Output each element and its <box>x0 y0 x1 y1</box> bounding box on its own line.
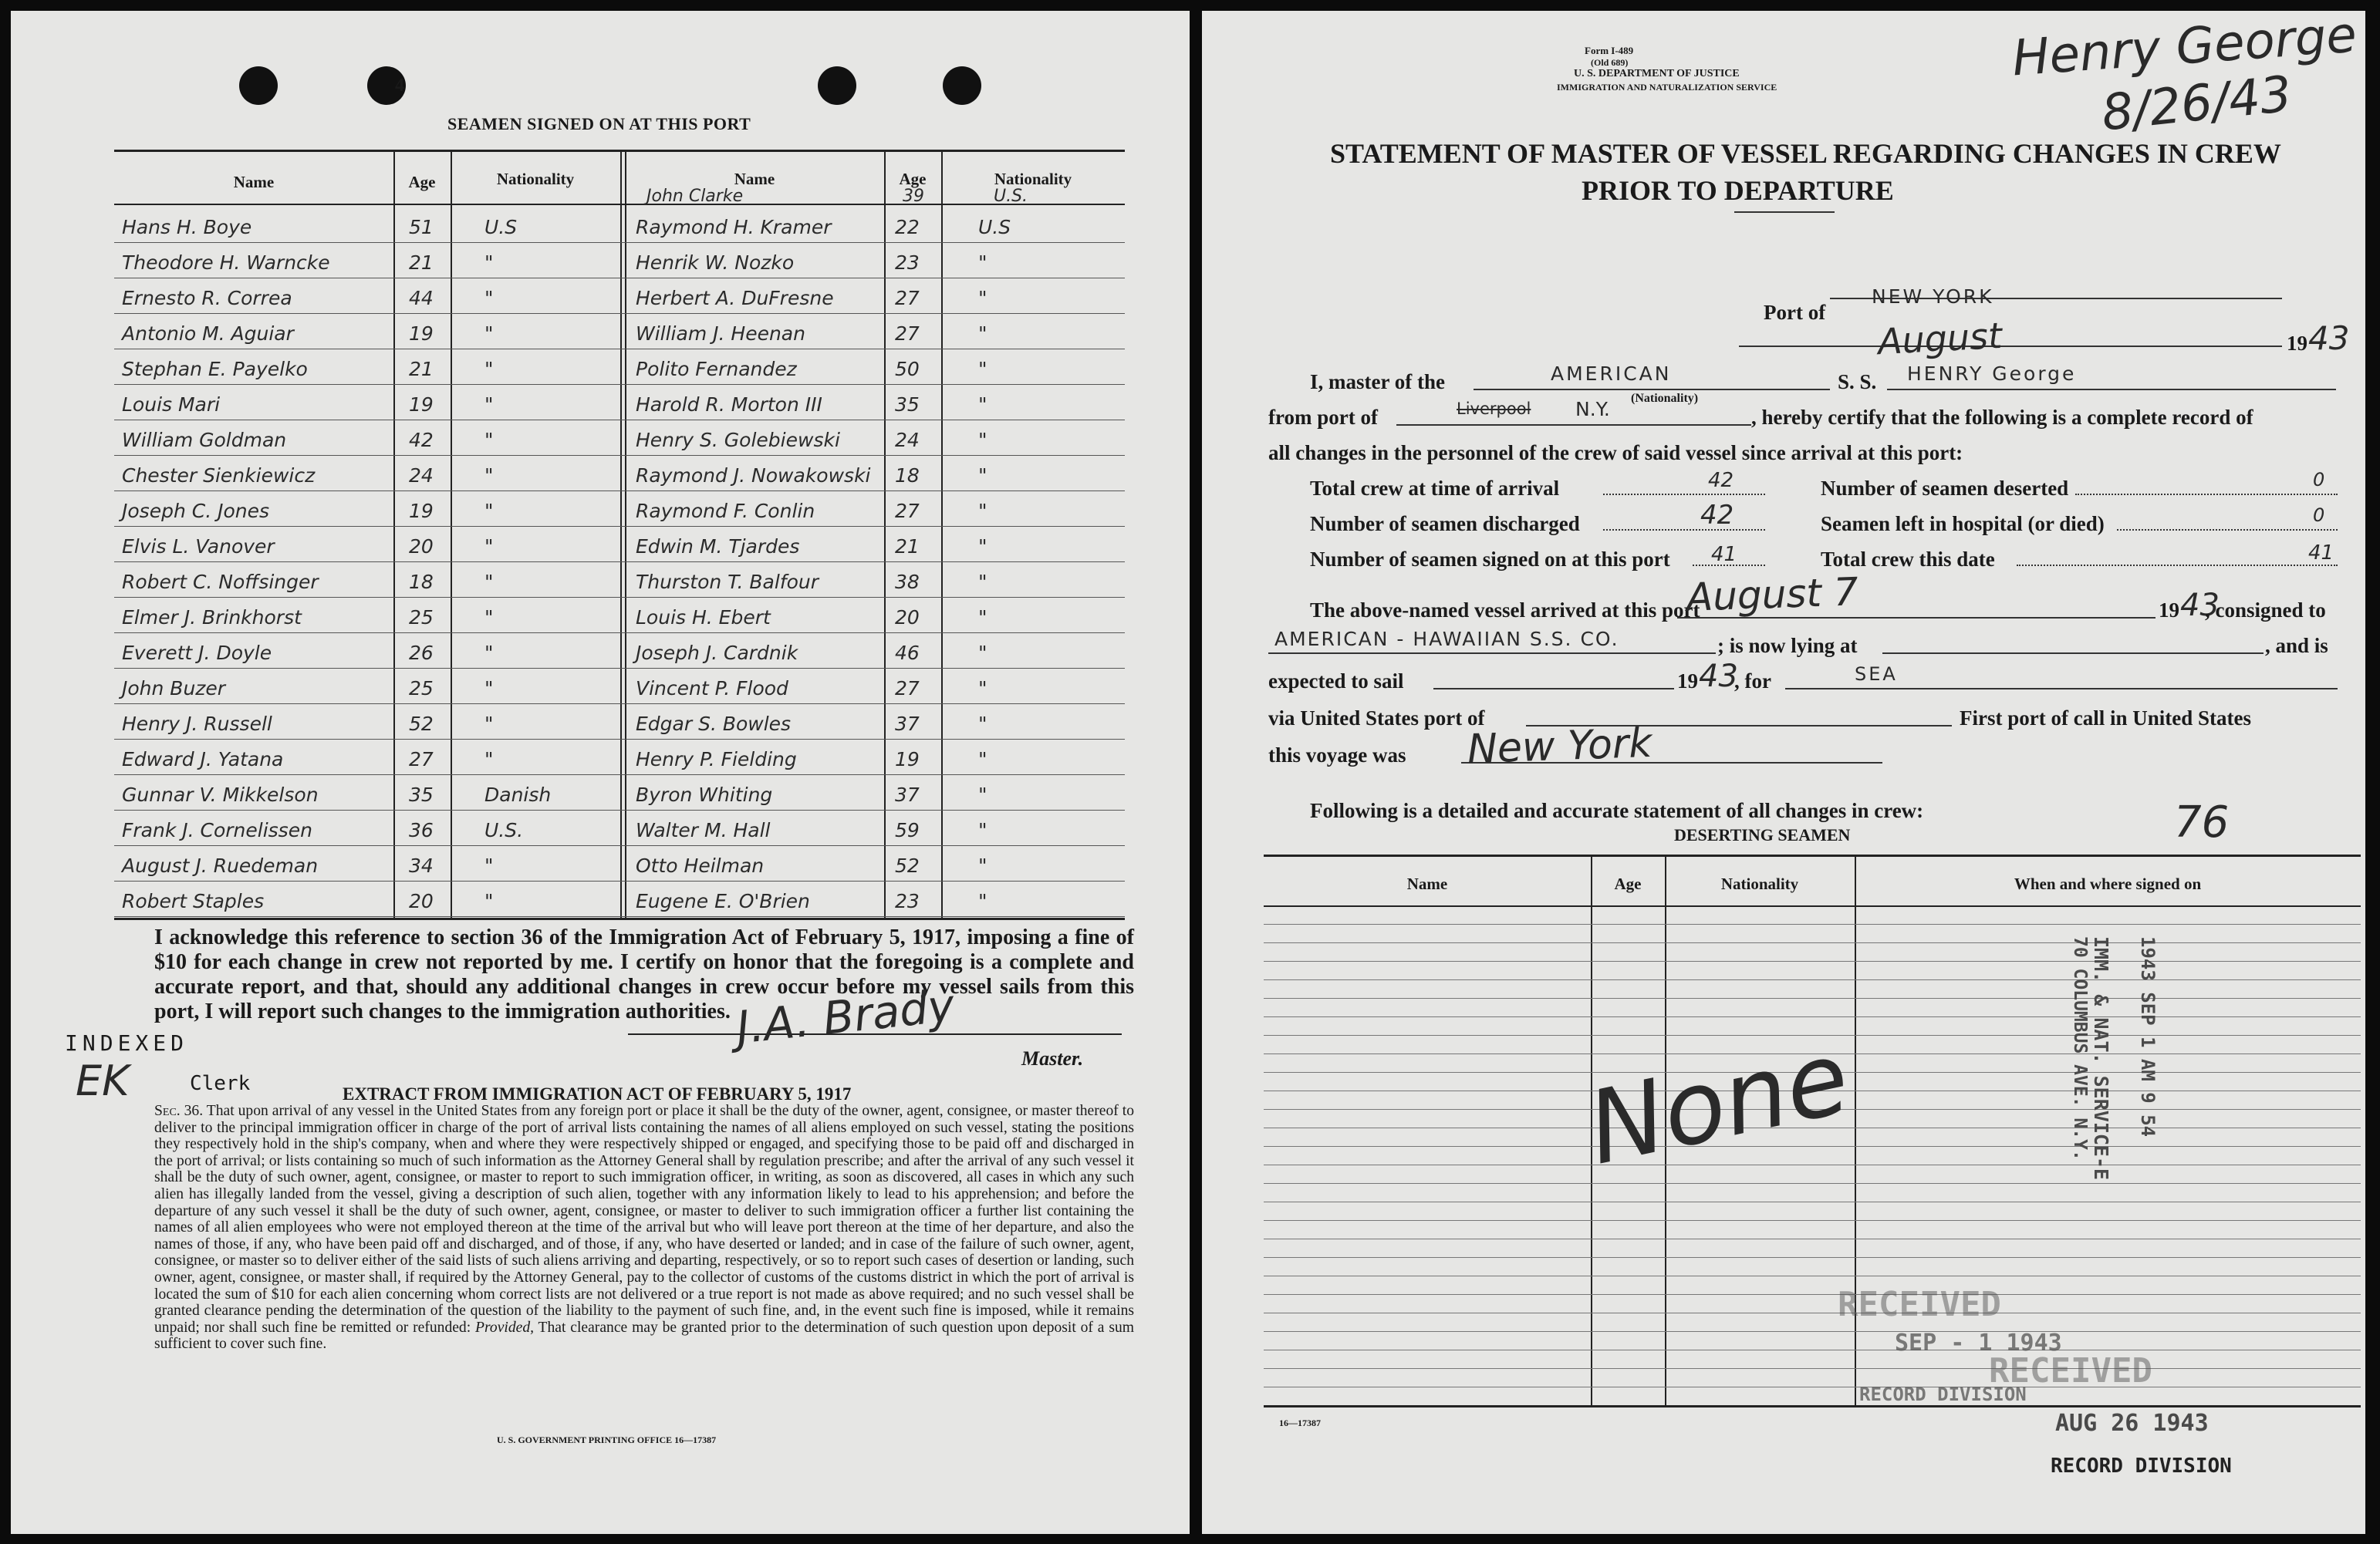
seaman-nationality: " <box>978 642 987 664</box>
seaman-name: Polito Fernandez <box>636 358 797 380</box>
seaman-nationality: " <box>978 429 987 451</box>
ss-label: S. S. <box>1838 370 1877 393</box>
table-row-rule <box>114 632 1125 633</box>
table-row-rule <box>114 810 1125 811</box>
master-label: Master. <box>1021 1047 1084 1070</box>
nationality-value: AMERICAN <box>1551 362 1672 385</box>
seaman-age: 38 <box>895 571 920 593</box>
seaman-age: 23 <box>895 251 920 274</box>
from-port-label: from port of <box>1268 406 1378 429</box>
year-value: 43 <box>2308 319 2350 357</box>
handwritten-ship-name: Henry George <box>2010 6 2359 88</box>
stamp-address: 70 COLUMBUS AVE. N.Y. <box>2070 936 2090 1161</box>
sail-year-prefix: 19 <box>1677 669 1698 693</box>
deserting-header-name: Name <box>1406 875 1448 893</box>
department: U. S. DEPARTMENT OF JUSTICE <box>1574 68 1740 79</box>
seaman-name: Joseph J. Cardnik <box>636 642 798 664</box>
seaman-age: 18 <box>409 571 434 593</box>
extra-age: 39 <box>903 187 924 206</box>
seaman-age: 52 <box>409 713 434 735</box>
consignee-value: AMERICAN - HAWAIIAN S.S. CO. <box>1274 628 1619 650</box>
seaman-name: Harold R. Morton III <box>636 393 822 416</box>
seaman-nationality: " <box>978 677 987 700</box>
deserting-row-rule <box>1264 1183 2361 1184</box>
seaman-nationality: " <box>978 464 987 487</box>
extra-name: John Clarke <box>646 187 744 206</box>
seaman-age: 19 <box>409 322 434 345</box>
deserting-row-rule <box>1264 1257 2361 1258</box>
seaman-name: Elmer J. Brinkhorst <box>122 606 302 629</box>
form-number: Form I-489 <box>1585 45 1634 56</box>
deserting-row-rule <box>1264 1146 2361 1147</box>
received-stamp-1-date: SEP - 1 1943 <box>1895 1330 2062 1357</box>
table-row-rule <box>114 881 1125 882</box>
deserted-value: 0 <box>2313 469 2325 491</box>
seaman-name: Louis Mari <box>122 393 221 416</box>
seaman-name: Herbert A. DuFresne <box>636 287 834 309</box>
seaman-name: Antonio M. Aguiar <box>122 322 294 345</box>
seaman-nationality: U.S <box>978 216 1011 238</box>
nationality-caption: (Nationality) <box>1631 392 1699 405</box>
seaman-nationality: " <box>978 784 987 806</box>
seamen-table <box>114 150 1125 921</box>
deserting-header-age: Age <box>1614 875 1642 893</box>
seaman-nationality: " <box>978 322 987 345</box>
title-rule <box>1734 211 1835 213</box>
seaman-age: 24 <box>409 464 434 487</box>
seaman-name: Raymond J. Nowakowski <box>636 464 871 487</box>
table-row-rule <box>114 597 1125 598</box>
table-row-rule <box>114 916 1125 917</box>
seaman-age: 27 <box>409 748 434 770</box>
seaman-name: Eugene E. O'Brien <box>636 890 810 912</box>
hospital-label: Seamen left in hospital (or died) <box>1821 512 2105 535</box>
master-of-label: I, master of the <box>1310 370 1445 393</box>
seaman-nationality: " <box>484 890 494 912</box>
for-value: SEA <box>1855 663 1898 685</box>
seaman-nationality: " <box>978 606 987 629</box>
hospital-value: 0 <box>2313 504 2325 526</box>
seaman-nationality: " <box>484 322 494 345</box>
record-division-2: RECORD DIVISION <box>2051 1455 2232 1478</box>
received-stamp-1: RECEIVED <box>1838 1285 2001 1324</box>
seaman-name: Walter M. Hall <box>636 819 771 841</box>
seaman-name: Chester Sienkiewicz <box>122 464 316 487</box>
seaman-name: Thurston T. Balfour <box>636 571 819 593</box>
this-voyage-value: New York <box>1467 720 1653 774</box>
seaman-nationality: " <box>484 393 494 416</box>
form-title-line-1: STATEMENT OF MASTER OF VESSEL REGARDING CHANGES IN CREW <box>1330 138 2281 169</box>
seaman-nationality: Danish <box>484 784 552 806</box>
seaman-age: 27 <box>895 677 920 700</box>
seaman-name: Henry J. Russell <box>122 713 272 735</box>
punch-hole <box>239 66 278 105</box>
seaman-nationality: " <box>978 500 987 522</box>
first-port-label: First port of call in United States <box>1960 706 2251 730</box>
expected-label: expected to sail <box>1268 669 1404 693</box>
seaman-nationality: " <box>484 748 494 770</box>
seaman-nationality: " <box>978 819 987 841</box>
seaman-age: 19 <box>409 500 434 522</box>
form-title-line-2: PRIOR TO DEPARTURE <box>1582 175 1894 206</box>
discharged-label: Number of seamen discharged <box>1310 512 1580 535</box>
seaman-nationality: " <box>484 251 494 274</box>
arrived-year-prefix: 19 <box>2159 598 2179 622</box>
seaman-nationality: " <box>484 429 494 451</box>
form-old-number: (Old 689) <box>1591 57 1629 68</box>
table-row-rule <box>114 455 1125 456</box>
table-row-rule <box>114 242 1125 243</box>
signed-on-label: Number of seamen signed on at this port <box>1310 548 1670 571</box>
clerk-label: Clerk <box>190 1072 251 1095</box>
seaman-age: 18 <box>895 464 920 487</box>
seaman-age: 46 <box>895 642 920 664</box>
deserting-row-rule <box>1264 998 2361 999</box>
seaman-age: 25 <box>409 677 434 700</box>
following-label: Following is a detailed and accurate statement of all changes in crew: <box>1310 799 1924 822</box>
deserting-row-rule <box>1264 979 2361 980</box>
seaman-age: 26 <box>409 642 434 664</box>
discharged-value: 42 <box>1700 500 1734 531</box>
form-code: 16—17387 <box>1279 1418 1321 1428</box>
section-title: SEAMEN SIGNED ON AT THIS PORT <box>447 114 751 133</box>
lying-label: ; is now lying at <box>1717 634 1858 657</box>
punch-hole <box>943 66 981 105</box>
total-crew-arrival-label: Total crew at time of arrival <box>1310 477 1560 500</box>
seaman-name: Henrik W. Nozko <box>636 251 795 274</box>
sail-year-value: 43 <box>1699 659 1738 694</box>
seaman-name: Ernesto R. Correa <box>122 287 292 309</box>
deserting-row-rule <box>1264 942 2361 943</box>
none-entry: None <box>1578 1018 1859 1188</box>
seaman-nationality: " <box>484 535 494 558</box>
deserting-header-nationality: Nationality <box>1720 875 1799 893</box>
header-nationality-right: Nationality <box>994 170 1072 188</box>
seaman-nationality: " <box>978 535 987 558</box>
seaman-nationality: " <box>484 358 494 380</box>
seaman-name: Hans H. Boye <box>122 216 252 238</box>
right-page <box>1202 6 2365 1534</box>
seaman-name: Edgar S. Bowles <box>636 713 792 735</box>
deserting-row-rule <box>1264 1368 2361 1369</box>
seaman-nationality: " <box>978 393 987 416</box>
service-stamp <box>2070 936 2112 1180</box>
seaman-nationality: " <box>484 677 494 700</box>
extra-nationality: U.S. <box>994 187 1028 206</box>
seaman-nationality: " <box>978 855 987 877</box>
section-36-tail: That clearance may be granted prior to the determination of such question upon deposit of a sum sufficient to cover such fine. <box>154 1319 1135 1353</box>
certify-text: , hereby certify that the following is a complete record of <box>1751 406 2253 429</box>
deserting-header-when-where: When and where signed on <box>2014 875 2202 893</box>
seaman-name: Edward J. Yatana <box>122 748 284 770</box>
seaman-age: 42 <box>409 429 434 451</box>
seaman-age: 19 <box>409 393 434 416</box>
seaman-name: Vincent P. Flood <box>636 677 788 700</box>
table-row-rule <box>114 703 1125 704</box>
handwritten-date: 8/26/43 <box>2098 66 2294 143</box>
seaman-age: 27 <box>895 322 920 345</box>
printer-note: U. S. GOVERNMENT PRINTING OFFICE 16—17387 <box>497 1434 717 1445</box>
seaman-name: William J. Heenan <box>636 322 805 345</box>
seaman-nationality: " <box>484 713 494 735</box>
seaman-name: Otto Heilman <box>636 855 765 877</box>
port-of-label: Port of <box>1764 301 1826 324</box>
record-division-1: RECORD DIVISION <box>1859 1384 2027 1405</box>
year-prefix: 19 <box>2287 332 2307 355</box>
seaman-nationality: " <box>978 358 987 380</box>
table-row-rule <box>114 774 1125 775</box>
deserting-row-rule <box>1264 1331 2361 1332</box>
this-voyage-label: this voyage was <box>1268 743 1406 767</box>
seaman-name: Robert Staples <box>122 890 265 912</box>
header-name-left: Name <box>233 173 275 191</box>
seaman-nationality: " <box>484 606 494 629</box>
seaman-name: Everett J. Doyle <box>122 642 272 664</box>
seaman-age: 21 <box>409 358 434 380</box>
seaman-nationality: " <box>484 464 494 487</box>
table-row-rule <box>114 313 1125 314</box>
seaman-name: Theodore H. Warncke <box>122 251 330 274</box>
total-crew-date-value: 41 <box>2308 541 2334 565</box>
deserting-row-rule <box>1264 1220 2361 1221</box>
table-row-rule <box>114 668 1125 669</box>
stamp-service: IMM. & NAT. SERVICE-E <box>2090 936 2112 1181</box>
punch-hole <box>818 66 856 105</box>
seaman-name: Joseph C. Jones <box>122 500 270 522</box>
acknowledgment-text: I acknowledge this reference to section 36 of the Immigration Act of February 5, 1917, imposing a fine of $10 for each change in crew not reported by me. I certify on honor that the foregoing is a complete and accurate report, and that, should any additional changes in crew occur before my vessel sails from this port, I will report such changes to the immigration authorities. <box>154 925 1134 1023</box>
arrived-label: The above-named vessel arrived at this port <box>1310 598 1700 622</box>
table-row-rule <box>114 561 1125 562</box>
seaman-age: 21 <box>895 535 920 558</box>
seaman-nationality: U.S <box>484 216 518 238</box>
seaman-name: Frank J. Cornelissen <box>122 819 312 841</box>
seaman-name: Raymond H. Kramer <box>636 216 832 238</box>
deserting-title: DESERTING SEAMEN <box>1674 825 1851 844</box>
seaman-nationality: " <box>978 287 987 309</box>
deserting-row-rule <box>1264 924 2361 925</box>
deserting-row-rule <box>1264 1016 2361 1017</box>
indexed-stamp: INDEXED <box>65 1030 189 1056</box>
header-age-left: Age <box>408 173 436 191</box>
seaman-name: Elvis L. Vanover <box>122 535 275 558</box>
seaman-nationality: " <box>978 251 987 274</box>
table-row-rule <box>114 526 1125 527</box>
seaman-age: 51 <box>409 216 434 238</box>
seaman-nationality: " <box>484 855 494 877</box>
seaman-age: 59 <box>895 819 920 841</box>
seaman-age: 44 <box>409 287 434 309</box>
deserted-label: Number of seamen deserted <box>1821 477 2069 500</box>
seaman-age: 37 <box>895 784 920 806</box>
seaman-age: 35 <box>895 393 920 416</box>
consigned-label: , consigned to <box>2205 598 2326 622</box>
section-36-provided: Provided, <box>475 1319 535 1336</box>
arrived-year-value: 43 <box>2180 588 2220 623</box>
from-port-value: N.Y. <box>1575 398 1610 420</box>
port-of-value: NEW YORK <box>1872 285 1994 308</box>
table-row-rule <box>114 384 1125 385</box>
seaman-age: 21 <box>409 251 434 274</box>
seaman-age: 20 <box>409 535 434 558</box>
seaman-name: Henry S. Golebiewski <box>636 429 840 451</box>
deserting-row-rule <box>1264 961 2361 962</box>
seaman-nationality: " <box>978 748 987 770</box>
arrived-value: August 7 <box>1686 569 1859 620</box>
deserting-row-rule <box>1264 1294 2361 1295</box>
page-number: 4 <box>395 76 404 96</box>
clerk-initials: EK <box>76 1057 130 1105</box>
seaman-name: Robert C. Noffsinger <box>122 571 319 593</box>
service: IMMIGRATION AND NATURALIZATION SERVICE <box>1557 82 1777 93</box>
for-label: , for <box>1734 669 1771 693</box>
section-36-text <box>154 1103 1134 1353</box>
seaman-age: 52 <box>895 855 920 877</box>
seaman-nationality: " <box>484 571 494 593</box>
table-row-rule <box>114 739 1125 740</box>
seaman-name: Stephan E. Payelko <box>122 358 308 380</box>
seaman-nationality: " <box>978 713 987 735</box>
seaman-nationality: U.S. <box>484 819 524 841</box>
seaman-name: August J. Ruedeman <box>122 855 319 877</box>
from-port-struck: Liverpool <box>1457 399 1531 418</box>
seaman-name: Gunnar V. Mikkelson <box>122 784 319 806</box>
all-changes-text: all changes in the personnel of the crew of said vessel since arrival at this port: <box>1268 441 1963 464</box>
seaman-name: William Goldman <box>122 429 287 451</box>
seaman-nationality: " <box>484 500 494 522</box>
seaman-age: 35 <box>409 784 434 806</box>
section-36-body: That upon arrival of any vessel in the United States from any foreign port or place it shall be the duty of the owner, agent, consignee, or master thereof to deliver to the principal immigration officer in charge of the port of arrival lists containing the names of all aliens employed on such vessel, stating the positions they respectively hold in the ship's company, when and where they were respectively shipped or engaged, and specifying those to be paid off and discharged in the port of arrival; or lists containing so much of such information as the Attorney General shall by regulation prescribe; and after the arrival of any such vessel it shall be the duty of such owner, agent, consignee, or master to report to such immigration officer, in writing, as soon as discovered, all cases in which any such alien has illegally landed from the vessel, giving a description of such alien, together with any information likely to lead to his apprehension; and before the departure of any such vessel it shall be the duty of such owner, agent, consignee, or master to deliver to such immigration officer a further list containing the names of all alien employees who were not employed thereon at the time of the arrival but who will leave port thereon at the time of her departure, and also the names of those, if any, who have been paid off and discharged, and of those, if any, who have deserted or landed; and in case of the failure of such owner, agent, consignee, or master so to deliver either of the said lists of such aliens arriving and departing, respectively, or so to report such cases of desertion or landing, such owner, agent, consignee, or master shall, if required by the Attorney General, pay to the collector of customs of the customs district in which the port of arrival is located the sum of $10 for each alien concerning whom correct lists are not delivered or a true report is not made as above required; and no such vessel shall be granted clearance pending the determination of the question of the liability to the payment of such fine, and, in the event such fine is imposed, while it remains unpaid; nor shall such fine be remitted or refunded: <box>154 1103 1134 1336</box>
seaman-age: 27 <box>895 287 920 309</box>
seaman-age: 50 <box>895 358 920 380</box>
stamp-date: 1943 SEP 1 AM 9 54 <box>2137 936 2159 1138</box>
seaman-age: 36 <box>409 819 434 841</box>
seaman-age: 23 <box>895 890 920 912</box>
seaman-name: Louis H. Ebert <box>636 606 771 629</box>
section-36-lead: Sec. 36. <box>154 1103 204 1119</box>
received-stamp-2: RECEIVED <box>1989 1351 2152 1391</box>
seaman-name: John Buzer <box>122 677 226 700</box>
seaman-age: 24 <box>895 429 920 451</box>
date-month: August <box>1876 314 2004 363</box>
seaman-age: 20 <box>409 890 434 912</box>
and-is-label: , and is <box>2265 634 2328 657</box>
seaman-age: 19 <box>895 748 920 770</box>
extract-title: EXTRACT FROM IMMIGRATION ACT OF FEBRUARY 5, 1917 <box>343 1084 852 1104</box>
seaman-nationality: " <box>484 642 494 664</box>
header-nationality-left: Nationality <box>496 170 575 188</box>
seaman-age: 25 <box>409 606 434 629</box>
ship-name-value: HENRY George <box>1907 362 2077 385</box>
page-count: 76 <box>2174 797 2230 848</box>
received-stamp-2-date: AUG 26 1943 <box>2055 1410 2209 1437</box>
signed-on-value: 41 <box>1711 543 1737 566</box>
via-label: via United States port of <box>1268 706 1485 730</box>
header-age-right: Age <box>899 170 927 188</box>
seaman-name: Henry P. Fielding <box>636 748 797 770</box>
seaman-name: Byron Whiting <box>636 784 773 806</box>
master-signature: J.A. Brady <box>734 979 957 1054</box>
seaman-nationality: " <box>978 890 987 912</box>
seaman-age: 22 <box>895 216 920 238</box>
seaman-name: Edwin M. Tjardes <box>636 535 800 558</box>
seaman-age: 37 <box>895 713 920 735</box>
seaman-nationality: " <box>484 287 494 309</box>
total-crew-arrival-value: 42 <box>1708 469 1734 492</box>
left-page <box>11 11 1190 1534</box>
seaman-age: 27 <box>895 500 920 522</box>
seaman-name: Raymond F. Conlin <box>636 500 815 522</box>
seaman-age: 34 <box>409 855 434 877</box>
seaman-nationality: " <box>978 571 987 593</box>
table-row-rule <box>114 845 1125 846</box>
seaman-age: 20 <box>895 606 920 629</box>
header-name-right: Name <box>734 170 775 188</box>
total-crew-date-label: Total crew this date <box>1821 548 1995 571</box>
